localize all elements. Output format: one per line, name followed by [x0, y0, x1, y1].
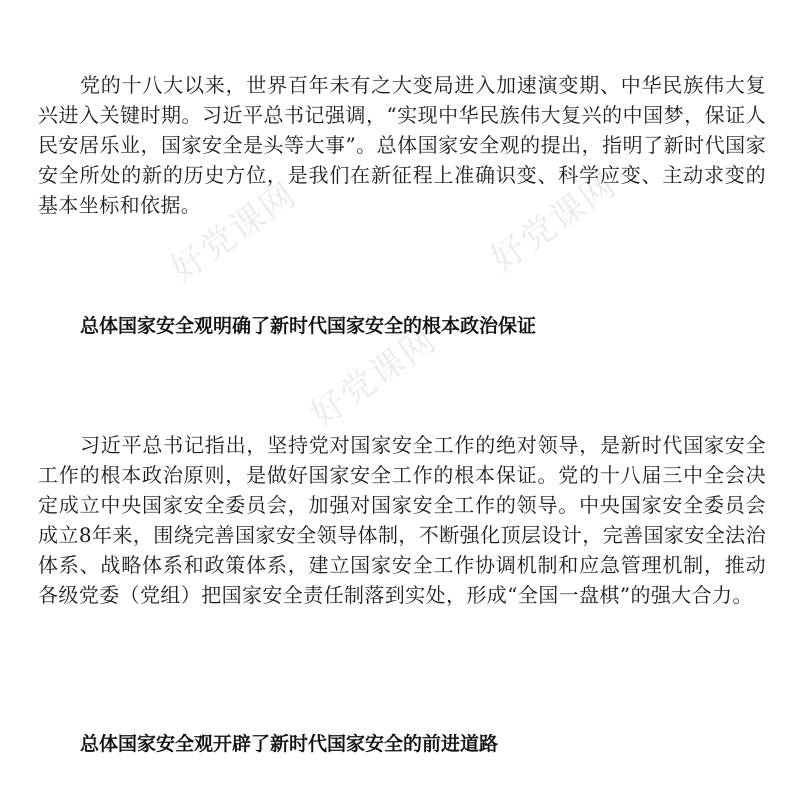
section-heading: 总体国家安全观开辟了新时代国家安全的前进道路 [80, 733, 499, 755]
body-paragraph: 党的十八大以来，世界百年未有之大变局进入加速演变期、中华民族伟大复兴进入关键时期。习近平总书记强调，“实现中华民族伟大复兴的中国梦，保证人民安居乐业，国家安全是头等大事”。总体国家安全观的提出，指明了新时代国家安全所处的新的历史方位，是我们在新征程上准确识变、科学应变、主动求变的基本坐标和依据。 [38, 73, 766, 217]
watermark: 好党课网 [163, 174, 305, 291]
watermark: 好党课网 [483, 164, 625, 281]
watermark: 好党课网 [303, 319, 445, 436]
body-paragraph: 习近平总书记指出，坚持党对国家安全工作的绝对领导，是新时代国家安全工作的根本政治原则，是做好国家安全工作的根本保证。党的十八届三中全会决定成立中央国家安全委员会，加强对国家安全工作的领导。中央国家安全委员会成立8年来，围绕完善国家安全领导体制，不断强化顶层设计，完善国家安全法治体系、战略体系和政策体系，建立国家安全工作协调机制和应急管理机制，推动各级党委（党组）把国家安全责任制落到实处，形成“全国一盘棋”的强大合力。 [38, 433, 766, 607]
section-heading: 总体国家安全观明确了新时代国家安全的根本政治保证 [80, 315, 537, 337]
